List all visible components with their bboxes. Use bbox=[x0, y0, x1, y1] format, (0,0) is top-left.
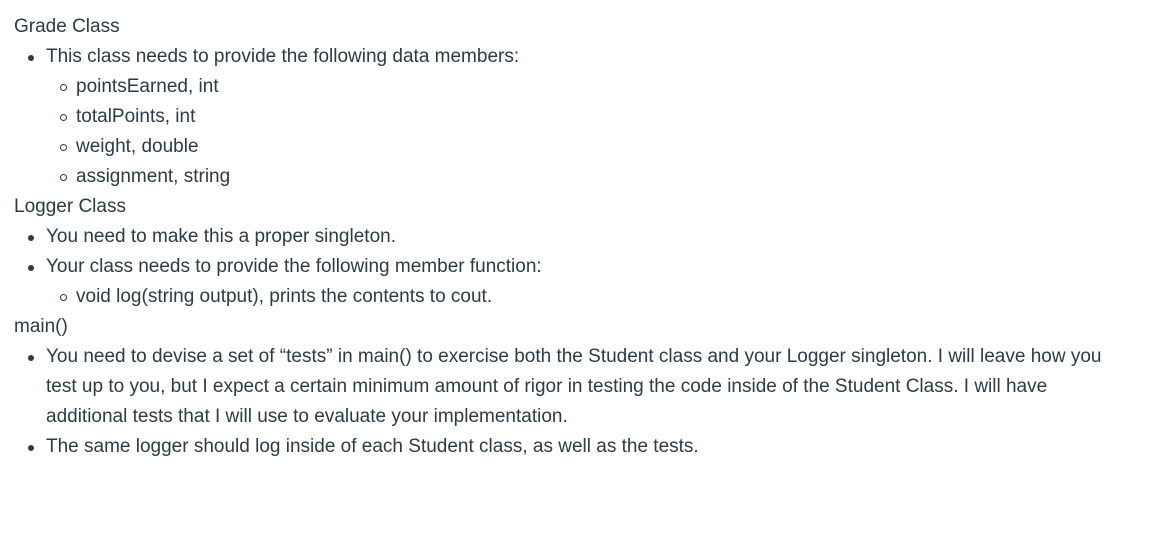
data-members-list bbox=[46, 72, 1152, 192]
sub-list-item: totalPoints, int bbox=[46, 102, 1152, 132]
section-heading-logger-class: Logger Class bbox=[14, 196, 126, 217]
list-item-text: This class needs to provide the following data members: bbox=[46, 46, 520, 67]
logger-class-list bbox=[14, 222, 1152, 312]
sub-list-item: weight, double bbox=[46, 132, 1152, 162]
sub-list-item: void log(string output), prints the contents to cout. bbox=[46, 282, 1152, 312]
sub-list-item: pointsEarned, int bbox=[46, 72, 1152, 102]
list-item bbox=[14, 252, 1152, 312]
main-list bbox=[14, 342, 1124, 462]
sub-list-item: assignment, string bbox=[46, 162, 1152, 192]
list-item: You need to make this a proper singleton. bbox=[14, 222, 1152, 252]
list-item: The same logger should log inside of each Student class, as well as the tests. bbox=[14, 432, 1124, 462]
section-heading-main: main() bbox=[14, 316, 68, 337]
section-heading-grade-class: Grade Class bbox=[14, 16, 120, 37]
list-item: You need to devise a set of “tests” in main() to exercise both the Student class and your Logger singleton. I will leave how you test up to you, but I expect a certain minimum amount of rigor in testing the code inside of the Student Class. I will have additional tests that I will use to evaluate your implementation. bbox=[14, 342, 1124, 432]
grade-class-list bbox=[14, 42, 1152, 192]
list-item bbox=[14, 42, 1152, 192]
member-function-list bbox=[46, 282, 1152, 312]
list-item-text: Your class needs to provide the following member function: bbox=[46, 256, 542, 277]
